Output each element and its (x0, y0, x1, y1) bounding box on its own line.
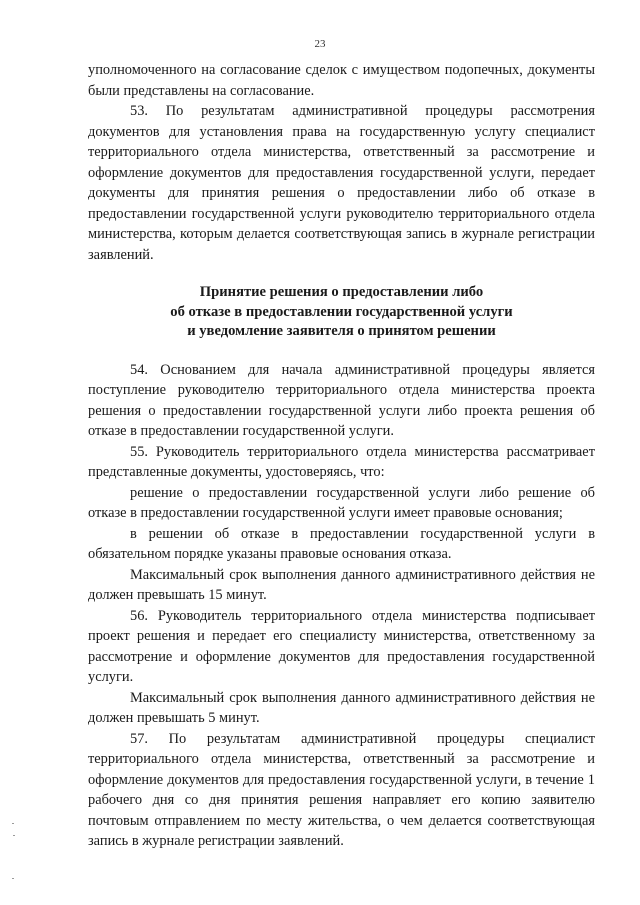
paragraph-57: 57. По результатам административной процедуры специалист территориального отдела министерства, ответственный за рассмотрение и оформление документов для предоставления государственной услуги, в течение 1 рабочего дня со дня принятия решения направляет его копию заявителю почтовым отправлением по месту жительства, о чем делается соответствующая запись в журнале регистрации заявлений. (88, 730, 595, 849)
section-heading-line: об отказе в предоставлении государственной услуги (170, 303, 513, 320)
scan-speck (12, 823, 14, 824)
paragraph-time-limit-15: Максимальный срок выполнения данного административного действия не должен превышать 15 минут. (88, 566, 595, 603)
paragraph-55: 55. Руководитель территориального отдела министерства рассматривает представленные документы, удостоверяясь, что: (88, 443, 595, 480)
page-number: 23 (314, 38, 326, 50)
document-body (88, 60, 595, 852)
section-heading (88, 283, 595, 342)
paragraph-55-item-1: решение о предоставлении государственной услуги либо решение об отказе в предоставлении государственной услуги имеет правовые основания; (88, 484, 595, 521)
paragraph-continuation: уполномоченного на согласование сделок с имуществом подопечных, документы были представлены на согласование. (88, 62, 595, 99)
paragraph-54: 54. Основанием для начала административной процедуры является поступление руководителю территориального отдела министерства проекта решения о предоставлении государственной услуги либо проекта решения об отказе в предоставлении государственной услуги. (88, 361, 595, 439)
paragraph-56: 56. Руководитель территориального отдела министерства подписывает проект решения и передает его специалисту министерства, ответственному за рассмотрение и оформление документов для предоставления государственной услуги. (88, 607, 595, 685)
scan-speck (13, 835, 15, 836)
paragraph-53: 53. По результатам административной процедуры рассмотрения документов для установления права на государственную услугу специалист территориального отдела министерства, ответственный за рассмотрение и оформление документов для предоставления государственной услуги, передает документы для принятия решения о предоставлении либо об отказе в предоставлении государственной услуги руководителю территориального отдела министерства, которым делается соответствующая запись в журнале регистрации заявлений. (88, 103, 595, 263)
paragraph-55-item-2: в решении об отказе в предоставлении государственной услуги в обязательном порядке указаны правовые основания отказа. (88, 525, 595, 562)
section-heading-line: и уведомление заявителя о принятом решении (187, 323, 496, 339)
section-heading-line: Принятие решения о предоставлении либо (199, 284, 484, 300)
paragraph-time-limit-5: Максимальный срок выполнения данного административного действия не должен превышать 5 минут. (88, 689, 595, 726)
scan-speck (12, 878, 14, 879)
